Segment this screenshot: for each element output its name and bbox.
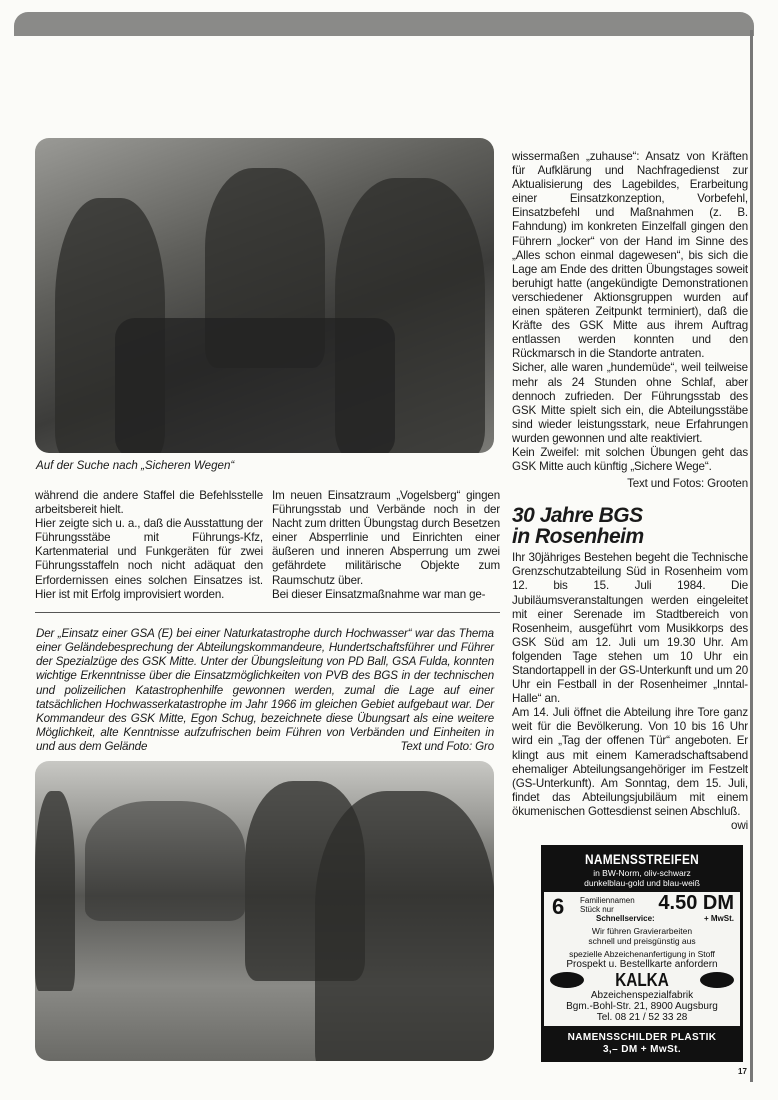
ad-address: Bgm.-Bohl-Str. 21, 8900 Augsburg xyxy=(566,1001,718,1013)
ad-headline: NAMENSSTREIFEN xyxy=(584,851,699,868)
left-column xyxy=(35,138,500,1061)
ad-sub: dunkelblau-gold und blau-weiß xyxy=(584,878,700,889)
text-column-2 xyxy=(272,489,500,602)
paragraph xyxy=(512,706,748,833)
paragraph: Sicher, alle waren „hundemüde“, weil teilweise mehr als 24 Stunden ohne Schlaf, aber dennoch zufrieden. Der Führungsstab des GSK Mitte spielt sich ein, die Abteilungsstäbe sind wieder leistungsstark, neue Erfahrungen wurden gewonnen und alte reaktiviert. xyxy=(512,361,748,445)
ad-footer xyxy=(544,1032,740,1056)
column-rule xyxy=(750,30,753,1082)
photo-officers-at-vehicle xyxy=(35,138,494,453)
ad-sub: in BW-Norm, oliv-schwarz xyxy=(593,868,691,879)
page-header-bar xyxy=(14,12,754,36)
text-column-1 xyxy=(35,489,263,602)
title-line: 30 Jahre BGS xyxy=(512,504,643,528)
ad-footer-line: NAMENSSCHILDER PLASTIK xyxy=(567,1032,717,1044)
text-column-3 xyxy=(512,150,748,491)
ad-line: spezielle Abzeichenanfertigung in Stoff xyxy=(569,949,715,960)
ad-phone: Tel. 08 21 / 52 33 28 xyxy=(596,1012,688,1024)
ad-company: Abzeichenspezialfabrik xyxy=(590,990,694,1002)
divider xyxy=(35,612,500,613)
info-box xyxy=(36,627,494,755)
photo-credit: Text und Fotos: Grooten xyxy=(627,477,748,491)
photo-group-briefing xyxy=(35,761,494,1061)
photo-caption: Auf der Suche nach „Sicheren Wegen“ xyxy=(36,459,235,472)
right-column xyxy=(512,150,748,1062)
paragraph: Ihr 30jähriges Bestehen begeht die Technische Grenzschutzabteilung Süd in Rosenheim vom 12. bis 15. Juli 1984. Die Jubiläumsveranstaltungen werden eingeleitet mit einer Serenade im Stadtbereich von Rosenheim, ausgeführt vom Musikkorps des GSK Süd am 12. Juli um 19.30 Uhr. Am folgenden Tage stehen um 10 Uhr ein Standortappell in der GS-Unterkunft und um 20 Uhr ein Festball in der Rosenheimer „Inntal-Halle“ an. xyxy=(512,551,748,706)
ad-brand: KALKA xyxy=(615,970,669,991)
ad-fam1: Familiennamen xyxy=(580,896,635,906)
info-box-credit: Text und Foto: Gro xyxy=(400,740,494,754)
text-columns xyxy=(35,489,500,602)
paragraph: Im neuen Einsatzraum „Vogelsberg“ gingen Führungsstab und Verbände noch in der Nacht zum dritten Übungstag durch Besetzen einer Absperrlinie und Einrichten einer äußeren und inneren Absperrung um zwei gefährdete militärische Objekte zum Raumschutz über. xyxy=(272,489,500,587)
ad-footer-line: 3,– DM + MwSt. xyxy=(602,1044,682,1056)
ad-line: Wir führen Gravierarbeiten xyxy=(591,926,693,937)
paragraph: während die andere Staffel die Befehlsstelle arbeitsbereit hielt. xyxy=(35,489,263,517)
paragraph: Hier zeigte sich u. a., daß die Ausstattung der Führungsstäbe mit Führungs-Kfz, Kartenmaterial und Funkgeräten für zwei Führungsstaffeln noch nicht adäquat den Erfordernissen eines solchen Einsatzes ist. Hier ist mit Erfolg improvisiert worden. xyxy=(35,517,263,601)
paragraph: Bei dieser Einsatzmaßnahme war man ge- xyxy=(272,587,486,601)
author: owi xyxy=(731,819,748,833)
ad-fam xyxy=(580,896,635,914)
title-line: in Rosenheim xyxy=(512,525,644,549)
page-number: 17 xyxy=(738,1067,747,1076)
ad-service: Schnellservice: xyxy=(596,914,655,924)
paragraph: wissermaßen „zuhause“: Ansatz von Kräften für Aufklärung und Nachfragedienst zur Aktualisierung des Lagebildes, Erarbeitung einer Einsatzkonzeption, Vorbefehl, Einsatzbefehl und Maßnahmen (z. B. Fahndung) im konkreten Einzelfall gingen den Führern „locker“ von der Hand im Sinne des „Alles schon einmal dagewesen“, bis sich die Lage am Ende des dritten Übungstages soweit beruhigt hatte (angekündigte Demonstrationen verschiedener Aktionsgruppen wurden auf einen späteren Zeitpunkt terminiert), daß die Kräfte des GSK Mitte aus ihrem Auftrag entlassen werden konnten und den Rückmarsch in die Standorte antraten. xyxy=(512,150,748,361)
advertisement xyxy=(541,845,743,1062)
ad-body xyxy=(544,892,740,1026)
paragraph: Kein Zweifel: mit solchen Übungen geht das GSK Mitte auch künftig „Sichere Wege“. xyxy=(512,445,748,474)
ad-fam2: Stück nur xyxy=(580,905,614,915)
ad-qty: 6 xyxy=(552,894,565,920)
ad-line: Prospekt u. Bestellkarte anfordern xyxy=(566,959,718,971)
info-box-text: Der „Einsatz einer GSA (E) bei einer Naturkatastrophe durch Hochwasser“ war das Thema einer Geländebesprechung der Abteilungskommandeure, Hundertschaftsführer und Führer der Spezialzüge des GSK Mitte. Unter der Übungsleitung von PD Ball, GSA Fulda, konnten wichtige Erkenntnisse über die Einsatzmöglichkeiten von PVB des BGS in der technischen und polizeilichen Katastrophenhilfe gewonnen werden, zumal die Lage auf einer tatsächlichen Hochwasserkatastrophe im Jahr 1966 im gleichen Gebiet aufgebaut war. Der Kommandeur des GSK Mitte, Egon Schug, bezeichnete diese Übungsart als eine weitere Möglichkeit, alte Kenntnisse aufzufrischen beim Führen von Verbänden und Einheiten in und aus dem Gelände xyxy=(36,626,494,754)
article-body xyxy=(512,551,748,833)
ad-price: 4.50 DM xyxy=(658,892,734,915)
paragraph-text: Am 14. Juli öffnet die Abteilung ihre Tore ganz weit für die Bevölkerung. Von 10 bis 16 Uhr wird ein „Tag der offenen Tür“ angeboten. Er klingt aus mit einem Kameradschaftsabend ehemaliger Abteilungsangehöriger im Festzelt (GS-Unterkunft). Am Sonntag, dem 15. Juli, findet das Abteilungsjubiläum mit einem ökumenischen Gottesdienst seinen Abschluß. xyxy=(512,706,748,818)
ad-line: schnell und preisgünstig aus xyxy=(588,936,696,947)
article-title xyxy=(512,505,748,547)
ad-mwst: + MwSt. xyxy=(703,914,734,924)
